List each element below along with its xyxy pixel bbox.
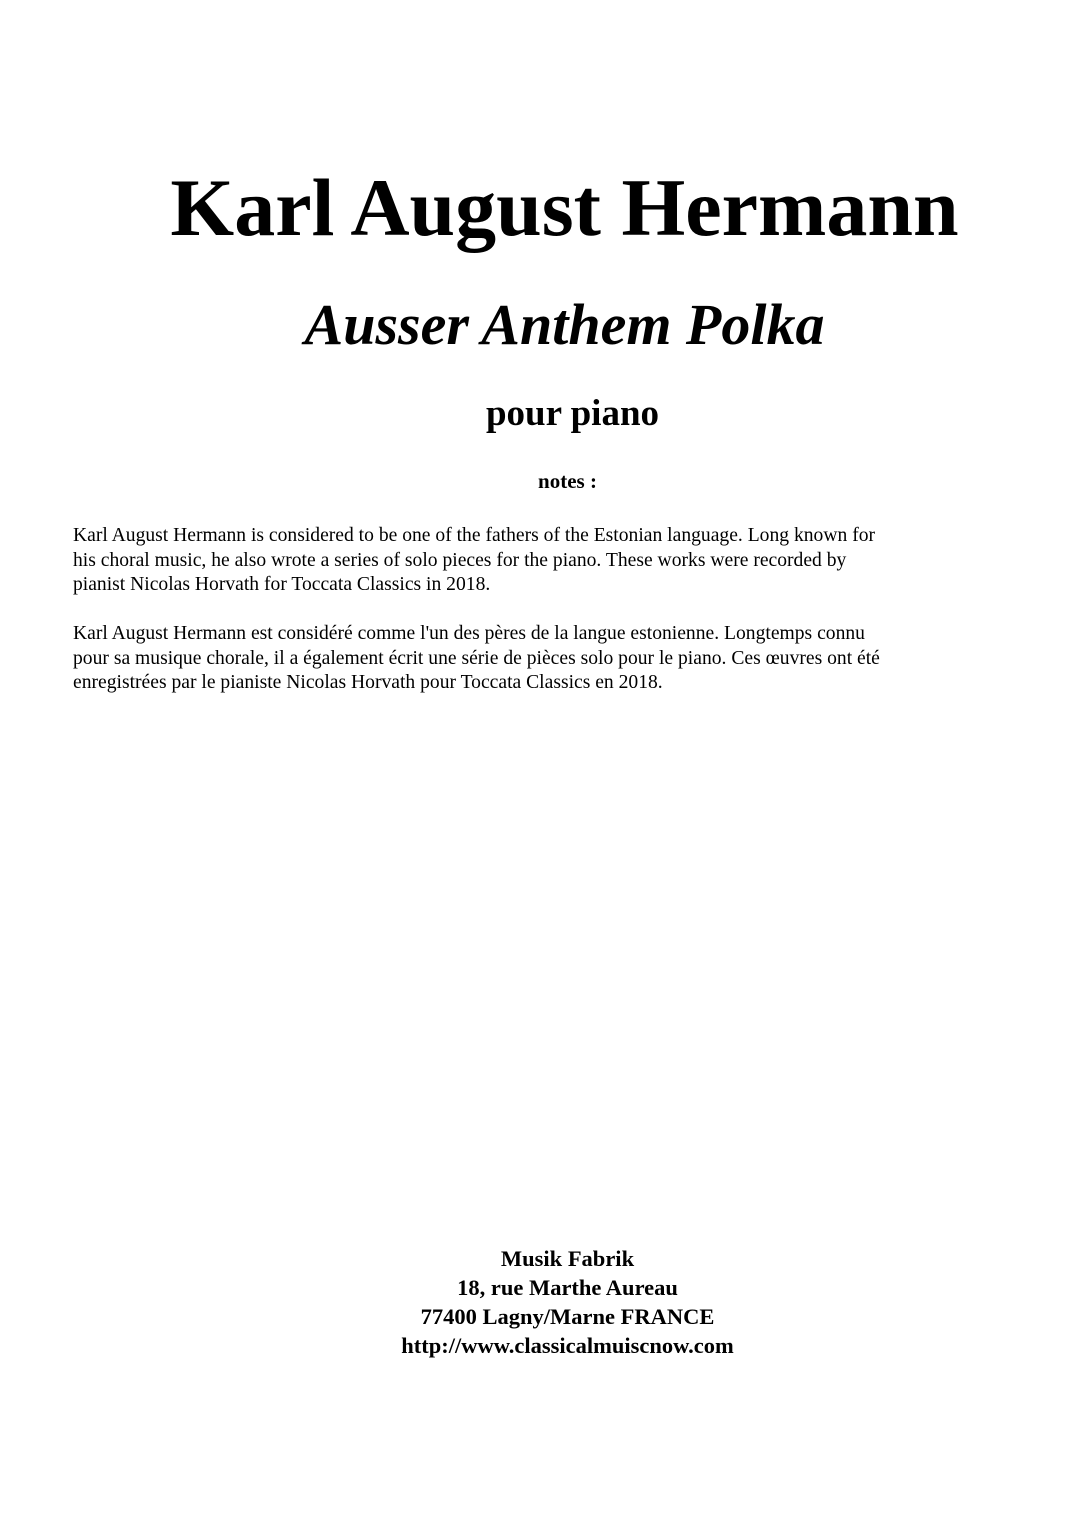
composer-name: Karl August Hermann: [170, 162, 959, 253]
publisher-name: Musik Fabrik: [500, 1246, 635, 1271]
french-line: Karl August Hermann est considéré comme l'un des pères de la langue estonienne. Longtemps connu: [73, 623, 865, 644]
notes-heading: notes :: [538, 469, 597, 493]
work-title: Ausser Anthem Polka: [304, 292, 825, 357]
publisher-block: [0, 1244, 1071, 1360]
notes-paragraph-english: [73, 524, 993, 598]
english-line: pianist Nicolas Horvath for Toccata Classics in 2018.: [73, 574, 491, 595]
publisher-street: 18, rue Marthe Aureau: [457, 1275, 678, 1300]
publisher-city: 77400 Lagny/Marne FRANCE: [420, 1304, 715, 1329]
english-line: his choral music, he also wrote a series of solo pieces for the piano. These works were recorded by: [73, 549, 847, 571]
french-line: pour sa musique chorale, il a également écrit une série de pièces solo pour le piano. Ces œuvres ont été: [73, 647, 880, 669]
french-line: enregistrées par le pianiste Nicolas Horvath pour Toccata Classics en 2018.: [73, 672, 663, 693]
notes-paragraph-french: [73, 622, 993, 696]
english-line: Karl August Hermann is considered to be one of the fathers of the Estonian language. Long known for: [73, 525, 876, 546]
instrumentation: pour piano: [485, 393, 660, 434]
publisher-url: http://www.classicalmuiscnow.com: [401, 1333, 734, 1358]
